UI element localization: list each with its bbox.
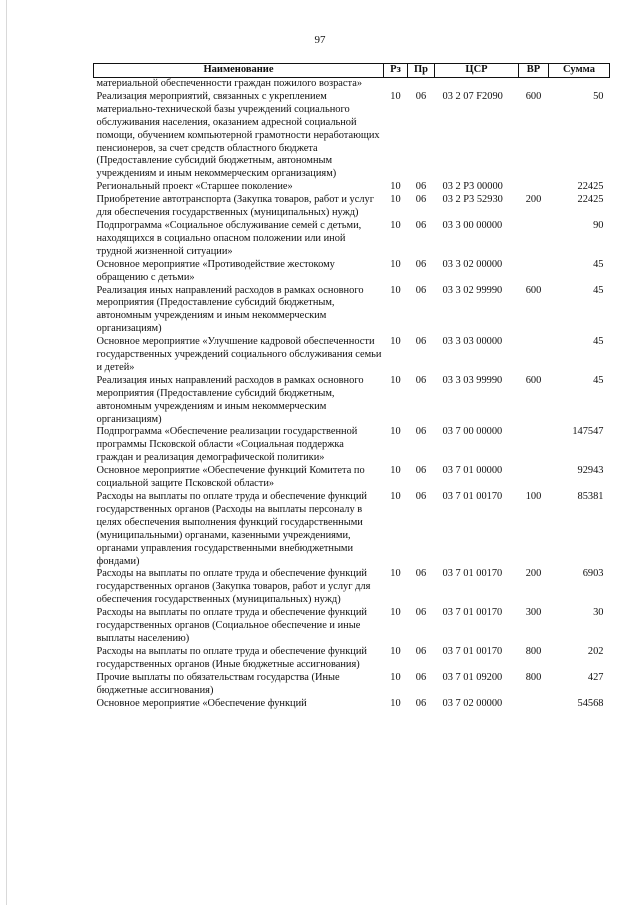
cell-pr: 06 [415, 374, 427, 386]
cell-pr: 06 [415, 90, 427, 102]
cell-name: Расходы на выплаты по оплате труда и обеспечение функций государственных органов (Социальное обеспечение и иные выплаты населению) [96, 607, 367, 644]
table-row [94, 568, 610, 607]
cell-vr: 600 [525, 374, 542, 386]
cell-pr: 06 [415, 258, 427, 270]
cell-rz: 10 [390, 258, 401, 270]
cell-name: Прочие выплаты по обязательствам государства (Иные бюджетные ассигнования) [96, 671, 340, 696]
cell-vr [519, 220, 549, 259]
cell-csr: 03 7 01 00170 [442, 645, 503, 657]
table-row [94, 607, 610, 646]
cell-sum: 30 [593, 607, 604, 619]
cell-csr: 03 3 00 00000 [442, 219, 503, 231]
cell-vr: 800 [525, 671, 542, 683]
header-sum: Сумма [549, 64, 610, 78]
cell-vr: 600 [525, 90, 542, 102]
cell-rz: 10 [390, 374, 401, 386]
cell-rz: 10 [390, 90, 401, 102]
cell-vr [519, 336, 549, 375]
cell-sum: 45 [593, 284, 604, 296]
cell-pr: 06 [415, 491, 427, 502]
cell-csr: 03 2 P3 52930 [442, 194, 503, 206]
cell-rz: 10 [390, 219, 401, 231]
cell-vr: 300 [525, 607, 542, 619]
header-name: Наименование [94, 64, 384, 78]
cell-name: Приобретение автотранспорта (Закупка товаров, работ и услуг для обеспечения государственных (муниципальных) нужд) [96, 194, 374, 219]
cell-csr: 03 3 02 99990 [442, 284, 503, 296]
header-rz: Рз [384, 64, 408, 78]
cell-pr: 06 [415, 645, 427, 657]
header-pr: Пр [408, 64, 435, 78]
cell-csr: 03 7 00 00000 [442, 426, 503, 438]
cell-rz: 10 [390, 568, 401, 580]
cell-name: Расходы на выплаты по оплате труда и обеспечение функций государственных органов (Расходы на выплаты персоналу в целях обеспечения выполнения функций государственными (муниципальными) органами, казенными учреждениями, органами управления государственными внебюджетными фондами) [96, 491, 367, 567]
cell-pr: 06 [415, 194, 427, 206]
cell-csr: 03 3 03 00000 [442, 336, 503, 348]
cell-vr: 200 [525, 568, 542, 580]
table-row [94, 698, 610, 711]
cell-pr: 06 [415, 336, 427, 348]
cell-vr [519, 78, 549, 91]
table-header [94, 64, 610, 78]
table-row [94, 375, 610, 427]
cell-sum: 92943 [577, 465, 604, 477]
cell-sum: 147547 [572, 426, 604, 438]
cell-csr: 03 7 01 00170 [442, 491, 503, 502]
cell-vr [519, 426, 549, 465]
cell-rz: 10 [390, 284, 401, 296]
cell-name: Основное мероприятие «Улучшение кадровой обеспеченности государственных учреждений социального обслуживания семьи и детей» [96, 336, 382, 373]
cell-pr: 06 [415, 697, 427, 709]
cell-name: Основное мероприятие «Обеспечение функций Комитета по социальной защите Псковской области» [96, 465, 365, 490]
cell-sum: 45 [593, 258, 604, 270]
cell-csr [435, 78, 519, 91]
cell-sum: 45 [593, 336, 604, 348]
cell-csr: 03 7 01 00170 [442, 568, 503, 580]
cell-vr: 100 [525, 491, 542, 502]
table-row [94, 285, 610, 337]
cell-rz: 10 [390, 194, 401, 206]
cell-rz: 10 [390, 336, 401, 348]
table-row [94, 181, 610, 194]
table-row [94, 259, 610, 285]
header-csr: ЦСР [435, 64, 519, 78]
cell-pr: 06 [415, 607, 427, 619]
page-number: 97 [314, 34, 326, 46]
cell-vr [519, 181, 549, 194]
cell-csr: 03 7 02 00000 [442, 697, 503, 709]
cell-name: Расходы на выплаты по оплате труда и обеспечение функций государственных органов (Иные бюджетные ассигнования) [96, 645, 367, 670]
cell-name: Реализация мероприятий, связанных с укреплением материально-технической базы учреждений социального обслуживания населения, оказанием адресной социальной помощи, обучением компьютерной грамотности неработающих пенсионеров, за счет средств областного бюджета (Предоставление субсидий бюджетным, автономным учреждениям и иным некоммерческим организациям) [96, 90, 380, 180]
cell-sum [549, 78, 610, 91]
cell-rz: 10 [390, 671, 401, 683]
cell-csr: 03 7 01 09200 [442, 671, 503, 683]
cell-vr: 800 [525, 645, 542, 657]
cell-name: материальной обеспеченности граждан пожилого возраста» [96, 78, 363, 89]
table-row [94, 491, 610, 568]
table-row [94, 465, 610, 491]
cell-pr: 06 [415, 465, 427, 477]
cell-vr [519, 698, 549, 711]
table-row [94, 672, 610, 698]
cell-name: Региональный проект «Старшее поколение» [96, 181, 293, 193]
cell-sum: 90 [593, 219, 604, 231]
cell-rz: 10 [390, 607, 401, 619]
cell-pr: 06 [415, 219, 427, 231]
cell-name: Реализация иных направлений расходов в рамках основного мероприятия (Предоставление субсидий бюджетным, автономным учреждениям и иным некоммерческим организациям) [96, 284, 364, 335]
cell-pr [408, 78, 435, 91]
cell-vr: 600 [525, 284, 542, 296]
cell-sum: 50 [593, 90, 604, 102]
cell-name: Подпрограмма «Социальное обслуживание семей с детьми, находящихся в социально опасном положении или иной трудной жизненной ситуации» [96, 219, 362, 257]
cell-rz [384, 78, 408, 91]
table-row [94, 646, 610, 672]
cell-name: Расходы на выплаты по оплате труда и обеспечение функций государственных органов (Закупка товаров, работ и услуг для обеспечения государственных (муниципальных) нужд) [96, 568, 371, 606]
cell-name: Основное мероприятие «Обеспечение функций [96, 697, 307, 709]
cell-name: Подпрограмма «Обеспечение реализации государственной программы Псковской области «Социальная поддержка граждан и реализация демографической политики» [96, 426, 358, 464]
table-row [94, 194, 610, 220]
table-row [94, 91, 610, 181]
cell-csr: 03 2 07 F2090 [442, 90, 503, 102]
cell-rz: 10 [390, 426, 401, 438]
scan-edge-line [6, 0, 7, 905]
cell-pr: 06 [415, 284, 427, 296]
cell-sum: 22425 [577, 181, 604, 193]
table-row [94, 220, 610, 259]
table-body [94, 78, 610, 711]
cell-rz: 10 [390, 465, 401, 477]
cell-pr: 06 [415, 181, 427, 193]
cell-sum: 45 [593, 374, 604, 386]
cell-pr: 06 [415, 671, 427, 683]
cell-vr [519, 259, 549, 285]
cell-sum: 22425 [577, 194, 604, 206]
table-row [94, 426, 610, 465]
cell-rz: 10 [390, 697, 401, 709]
budget-table [93, 63, 610, 710]
cell-rz: 10 [390, 645, 401, 657]
cell-rz: 10 [390, 181, 401, 193]
cell-name: Основное мероприятие «Противодействие жестокому обращению с детьми» [96, 258, 335, 283]
table-row [94, 336, 610, 375]
cell-pr: 06 [415, 568, 427, 580]
cell-sum: 6903 [582, 568, 604, 580]
cell-sum: 54568 [577, 697, 604, 709]
cell-name: Реализация иных направлений расходов в рамках основного мероприятия (Предоставление субсидий бюджетным, автономным учреждениям и иным некоммерческим организациям) [96, 374, 364, 425]
cell-csr: 03 2 P3 00000 [442, 181, 503, 193]
cell-rz: 10 [390, 491, 401, 502]
cell-csr: 03 3 03 99990 [442, 374, 503, 386]
table-row [94, 78, 610, 91]
cell-pr: 06 [415, 426, 427, 438]
cell-sum: 85381 [577, 491, 604, 502]
cell-vr: 200 [525, 194, 542, 206]
cell-csr: 03 7 01 00000 [442, 465, 503, 477]
cell-sum: 427 [587, 671, 604, 683]
cell-sum: 202 [587, 645, 604, 657]
cell-csr: 03 7 01 00170 [442, 607, 503, 619]
header-vr: ВР [519, 64, 549, 78]
cell-vr [519, 465, 549, 491]
cell-csr: 03 3 02 00000 [442, 258, 503, 270]
